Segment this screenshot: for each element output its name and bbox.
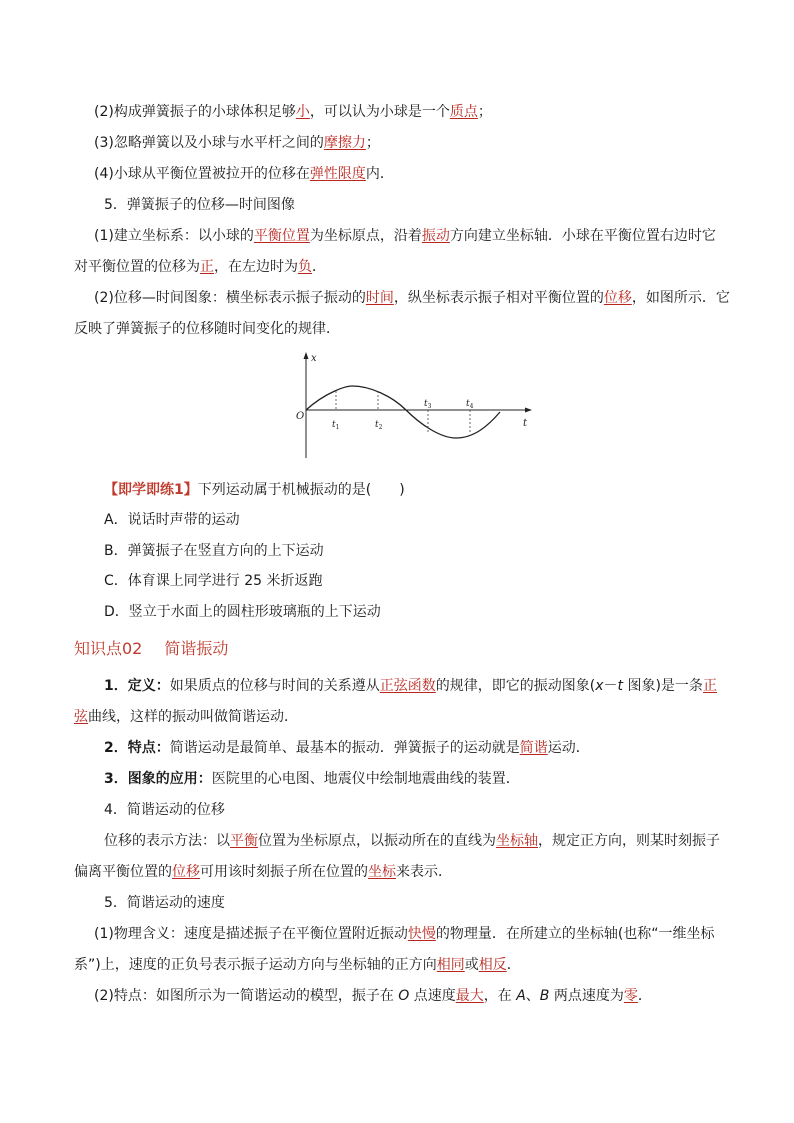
definition: 1．定义：如果质点的位移与时间的关系遵从正弦函数的规律，即它的振动图象(x－t 图象)是一条正	[104, 678, 717, 694]
para-2-cont: 反映了弹簧振子的位移随时间变化的规律．	[74, 321, 340, 337]
section-title	[74, 636, 228, 659]
heading-velocity: 5．简谐运动的速度	[104, 895, 225, 911]
application: 3．图象的应用：医院里的心电图、地震仪中绘制地震曲线的装置．	[104, 771, 520, 787]
tick-label-t1: $t_1$	[332, 420, 340, 431]
tick-label-t4: $t_4$	[466, 399, 474, 410]
displacement-cont: 偏离平衡位置的位移可用该时刻振子所在位置的坐标来表示．	[74, 864, 452, 880]
definition-cont: 弦曲线，这样的振动叫做简谐运动．	[74, 709, 298, 725]
item-4: (4)小球从平衡位置被拉开的位移在弹性限度内．	[94, 166, 394, 182]
option-d: D．竖立于水面上的圆柱形玻璃瓶的上下运动	[104, 604, 381, 620]
velocity-meaning-cont: 系”)上，速度的正负号表示振子运动方向与坐标轴的正方向相同或相反．	[74, 957, 521, 973]
displacement: 位移的表示方法：以平衡位置为坐标原点，以振动所在的直线为坐标轴，规定正方向，则某时刻振子	[104, 833, 720, 849]
heading-5: 5．弹簧振子的位移—时间图像	[104, 197, 295, 213]
velocity-meaning: (1)物理含义：速度是描述振子在平衡位置附近振动快慢的物理量．在所建立的坐标轴(也称“一维坐标	[94, 926, 715, 942]
item-2: (2)构成弹簧振子的小球体积足够小，可以认为小球是一个质点；	[94, 104, 492, 120]
option-b: B．弹簧振子在竖直方向的上下运动	[104, 543, 324, 559]
section-name: 简谐振动	[164, 639, 229, 658]
displacement-time-graph	[292, 348, 542, 463]
y-axis-label: x	[311, 353, 317, 364]
y-axis-arrow-icon	[304, 352, 309, 359]
x-axis-label: t	[523, 418, 528, 429]
tick-label-t2: $t_2$	[375, 420, 383, 431]
para-1: (1)建立坐标系：以小球的平衡位置为坐标原点，沿着振动方向建立坐标轴．小球在平衡位置右边时它	[94, 228, 716, 244]
heading-displacement: 4．简谐运动的位移	[104, 802, 225, 818]
option-a: A．说话时声带的运动	[104, 512, 240, 528]
option-c: C．体育课上同学进行 25 米折返跑	[104, 573, 323, 589]
exercise-question: 【即学即练1】下列运动属于机械振动的是( )	[104, 482, 405, 498]
tick-label-t3: $t_3$	[424, 399, 432, 410]
item-3: (3)忽略弹簧以及小球与水平杆之间的摩擦力；	[94, 135, 380, 151]
para-1-cont: 对平衡位置的位移为正，在左边时为负．	[74, 259, 326, 275]
feature: 2．特点：简谐运动是最简单、最基本的振动．弹簧振子的运动就是简谐运动．	[104, 740, 590, 756]
para-2: (2)位移—时间图象：横坐标表示振子振动的时间，纵坐标表示振子相对平衡位置的位移，如图所示．它	[94, 290, 730, 306]
exercise-tag: 【即学即练1】	[104, 482, 198, 498]
velocity-feature: (2)特点：如图所示为一简谐运动的模型，振子在 O 点速度最大，在 A、B 两点速度为零．	[94, 988, 652, 1004]
x-axis-arrow-icon	[525, 408, 532, 413]
section-number: 知识点02	[74, 639, 143, 658]
origin-label: O	[296, 411, 305, 422]
